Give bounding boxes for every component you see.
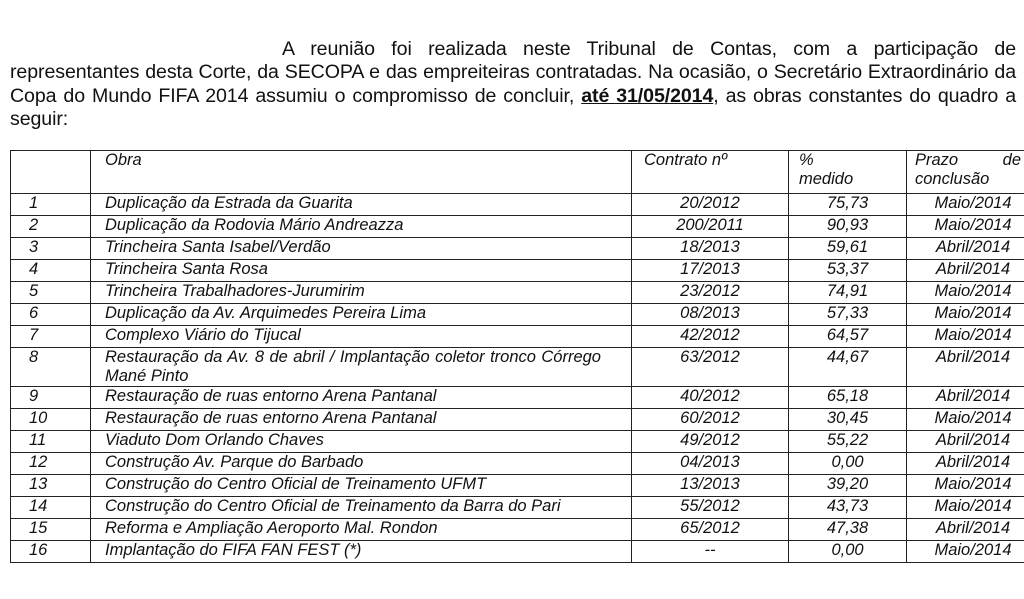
paragraph-text-part2: , as obras constantes do quadro a seguir: [10, 84, 1016, 131]
cell-prazo: Maio/2014 [907, 282, 1024, 304]
header-prazo-top [915, 151, 1024, 170]
cell-num: 1 [11, 194, 91, 216]
table-row [11, 453, 1024, 475]
table-row [11, 497, 1024, 519]
header-obra: Obra [91, 151, 632, 194]
cell-obra: Restauração de ruas entorno Arena Pantanal [91, 409, 632, 431]
cell-num: 10 [11, 409, 91, 431]
intro-paragraph [10, 38, 1016, 132]
cell-pct: 64,57 [789, 326, 907, 348]
cell-num: 7 [11, 326, 91, 348]
cell-prazo: Abril/2014 [907, 348, 1024, 387]
cell-contrato: 20/2012 [632, 194, 789, 216]
table-row [11, 348, 1024, 387]
cell-prazo: Maio/2014 [907, 497, 1024, 519]
cell-obra: Restauração da Av. 8 de abril / Implantação coletor tronco Córrego Mané Pinto [91, 348, 632, 387]
cell-obra: Duplicação da Estrada da Guarita [91, 194, 632, 216]
cell-obra: Restauração de ruas entorno Arena Pantanal [91, 387, 632, 409]
cell-contrato: 42/2012 [632, 326, 789, 348]
cell-contrato: 63/2012 [632, 348, 789, 387]
cell-pct: 44,67 [789, 348, 907, 387]
cell-contrato: 40/2012 [632, 387, 789, 409]
cell-num: 4 [11, 260, 91, 282]
cell-pct: 59,61 [789, 238, 907, 260]
cell-contrato: 55/2012 [632, 497, 789, 519]
table-row [11, 260, 1024, 282]
cell-prazo: Maio/2014 [907, 304, 1024, 326]
table-header [11, 151, 1024, 194]
table-row [11, 194, 1024, 216]
cell-num: 13 [11, 475, 91, 497]
cell-contrato: 18/2013 [632, 238, 789, 260]
cell-prazo: Abril/2014 [907, 431, 1024, 453]
header-row [11, 151, 1024, 194]
table-row [11, 304, 1024, 326]
cell-pct: 53,37 [789, 260, 907, 282]
header-de-word: de [1002, 151, 1021, 169]
paragraph-text-part1: A reunião foi realizada neste Tribunal de Contas, com a participação de representantes desta Corte, da SECOPA e das empreiteiras contratadas. Na ocasião, o Secretário Extraordinário da Copa do Mundo FIFA 2014 assumiu o compromisso de concluir, [10, 37, 1016, 107]
cell-num: 9 [11, 387, 91, 409]
cell-obra: Viaduto Dom Orlando Chaves [91, 431, 632, 453]
cell-pct: 43,73 [789, 497, 907, 519]
deadline-date: até 31/05/2014 [581, 84, 714, 107]
cell-contrato: 13/2013 [632, 475, 789, 497]
cell-obra: Duplicação da Rodovia Mário Andreazza [91, 216, 632, 238]
cell-obra: Reforma e Ampliação Aeroporto Mal. Rondon [91, 519, 632, 541]
cell-pct: 75,73 [789, 194, 907, 216]
cell-pct: 65,18 [789, 387, 907, 409]
header-num [11, 151, 91, 194]
cell-contrato: 08/2013 [632, 304, 789, 326]
cell-prazo: Maio/2014 [907, 475, 1024, 497]
cell-obra: Duplicação da Av. Arquimedes Pereira Lima [91, 304, 632, 326]
cell-prazo: Abril/2014 [907, 453, 1024, 475]
table-row [11, 475, 1024, 497]
cell-contrato: 60/2012 [632, 409, 789, 431]
header-pct-medido: medido [799, 170, 854, 188]
cell-obra: Construção Av. Parque do Barbado [91, 453, 632, 475]
cell-contrato: 23/2012 [632, 282, 789, 304]
table-row [11, 387, 1024, 409]
cell-contrato: -- [632, 541, 789, 563]
header-prazo-word: Prazo [915, 151, 959, 169]
cell-prazo: Maio/2014 [907, 216, 1024, 238]
table-row [11, 326, 1024, 348]
table-row [11, 541, 1024, 563]
cell-obra: Trincheira Trabalhadores-Jurumirim [91, 282, 632, 304]
cell-pct: 0,00 [789, 453, 907, 475]
cell-contrato: 49/2012 [632, 431, 789, 453]
cell-contrato: 04/2013 [632, 453, 789, 475]
cell-prazo: Maio/2014 [907, 541, 1024, 563]
table-row [11, 282, 1024, 304]
cell-pct: 0,00 [789, 541, 907, 563]
cell-num: 12 [11, 453, 91, 475]
cell-num: 14 [11, 497, 91, 519]
cell-num: 2 [11, 216, 91, 238]
cell-num: 3 [11, 238, 91, 260]
cell-contrato: 17/2013 [632, 260, 789, 282]
table-row [11, 238, 1024, 260]
cell-pct: 47,38 [789, 519, 907, 541]
cell-pct: 74,91 [789, 282, 907, 304]
table-row [11, 409, 1024, 431]
cell-obra: Complexo Viário do Tijucal [91, 326, 632, 348]
cell-obra: Construção do Centro Oficial de Treinamento da Barra do Pari [91, 497, 632, 519]
header-pct [789, 151, 907, 194]
cell-pct: 30,45 [789, 409, 907, 431]
header-contrato: Contrato nº [632, 151, 789, 194]
cell-prazo: Abril/2014 [907, 260, 1024, 282]
cell-num: 8 [11, 348, 91, 387]
cell-pct: 57,33 [789, 304, 907, 326]
obras-table [10, 150, 1024, 563]
cell-obra: Implantação do FIFA FAN FEST (*) [91, 541, 632, 563]
table-row [11, 431, 1024, 453]
cell-obra: Construção do Centro Oficial de Treinamento UFMT [91, 475, 632, 497]
cell-obra: Trincheira Santa Rosa [91, 260, 632, 282]
table-row [11, 519, 1024, 541]
cell-num: 5 [11, 282, 91, 304]
cell-num: 11 [11, 431, 91, 453]
table-row [11, 216, 1024, 238]
header-conclusao: conclusão [915, 170, 990, 188]
cell-contrato: 65/2012 [632, 519, 789, 541]
table-body [11, 194, 1024, 563]
cell-pct: 90,93 [789, 216, 907, 238]
cell-prazo: Abril/2014 [907, 387, 1024, 409]
cell-obra: Trincheira Santa Isabel/Verdão [91, 238, 632, 260]
cell-pct: 39,20 [789, 475, 907, 497]
cell-pct: 55,22 [789, 431, 907, 453]
header-prazo [907, 151, 1024, 194]
cell-num: 6 [11, 304, 91, 326]
cell-prazo: Abril/2014 [907, 238, 1024, 260]
cell-contrato: 200/2011 [632, 216, 789, 238]
cell-prazo: Abril/2014 [907, 519, 1024, 541]
header-pct-symbol: % [799, 151, 814, 169]
cell-num: 15 [11, 519, 91, 541]
cell-prazo: Maio/2014 [907, 409, 1024, 431]
cell-prazo: Maio/2014 [907, 326, 1024, 348]
cell-prazo: Maio/2014 [907, 194, 1024, 216]
cell-num: 16 [11, 541, 91, 563]
